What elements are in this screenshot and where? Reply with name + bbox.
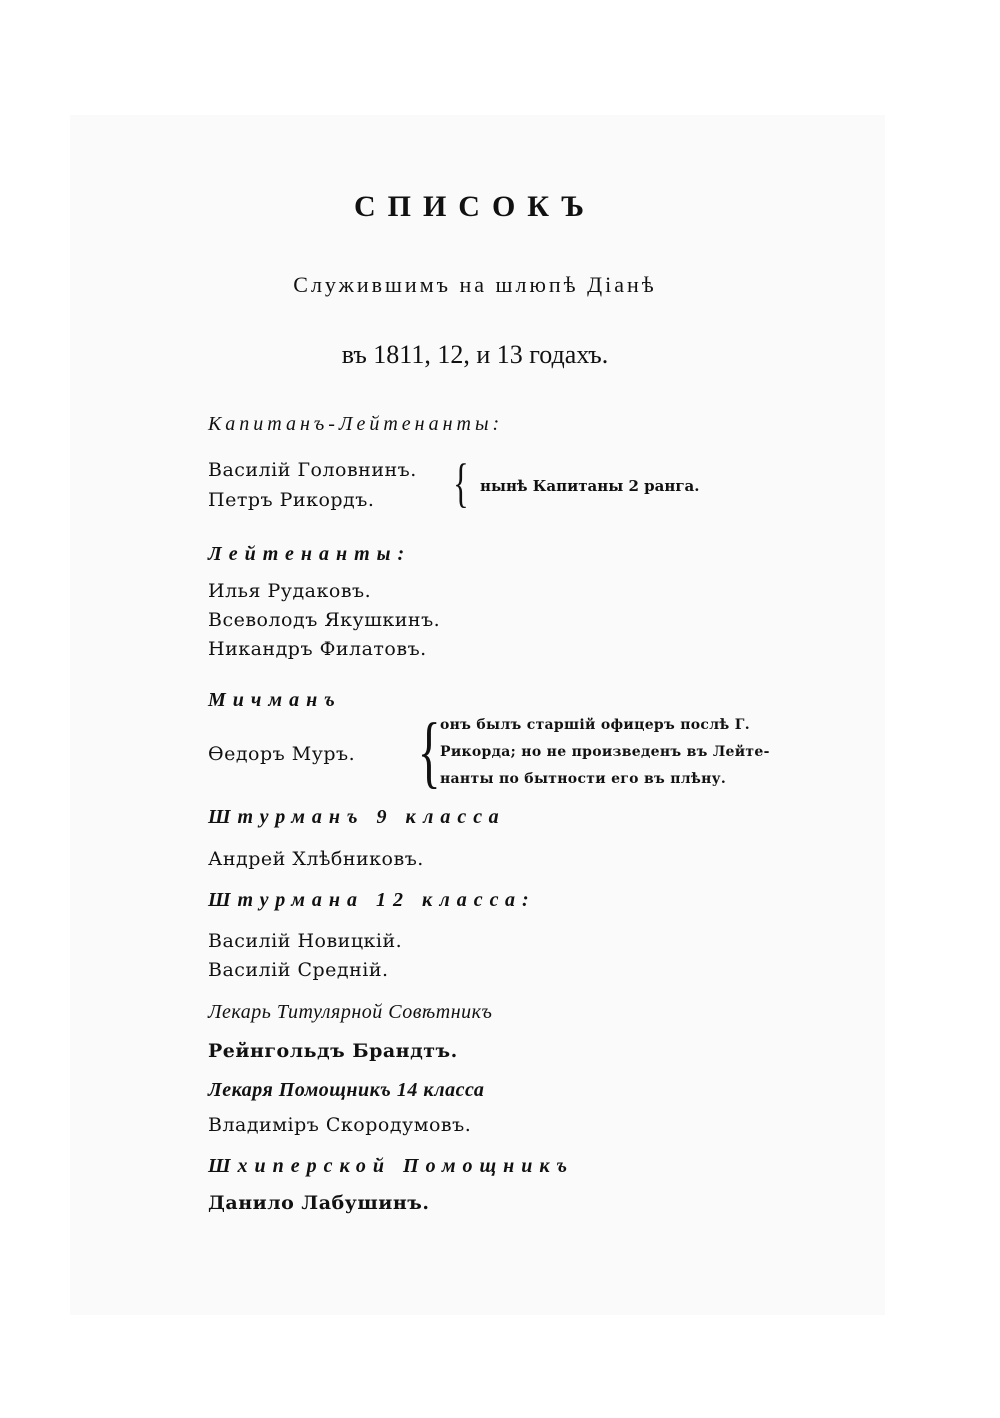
name-brandt: Рейнгольдъ Брандтъ. <box>208 1040 458 1062</box>
page-years: въ 1811, 12, и 13 годахъ. <box>341 340 609 369</box>
heading-skipper-assistant: Шхиперской Помощникъ <box>208 1155 575 1177</box>
brace-icon: { <box>453 453 469 513</box>
name-golovnin: Василій Головнинъ. <box>208 459 417 481</box>
name-sredny: Василій Средній. <box>208 959 389 981</box>
heading-doctor: Лекарь Титулярной Совѣтникъ <box>208 1001 493 1023</box>
name-rikord: Петръ Рикордъ. <box>208 489 375 511</box>
heading-doctor-assistant: Лекаря Помощникъ 14 класса <box>208 1079 485 1101</box>
name-yakushkin: Всеволодъ Якушкинъ. <box>208 609 441 631</box>
brace-icon: { <box>417 708 441 796</box>
name-labushin: Данило Лабушинъ. <box>208 1192 430 1214</box>
heading-navigator-9: Штурманъ 9 класса <box>208 806 506 828</box>
heading-midshipman: Мичманъ <box>208 689 342 711</box>
name-rudakov: Илья Рудаковъ. <box>208 580 372 602</box>
heading-navigators-12: Штурмана 12 класса: <box>208 889 536 911</box>
name-filatov: Никандръ Филатовъ. <box>208 638 427 660</box>
page-subtitle: Служившимъ на шлюпѣ Діанѣ <box>293 272 657 297</box>
page-title: СПИСОКЪ <box>353 190 597 223</box>
note-mur-line-1: онъ былъ старшій офицеръ послѣ Г. <box>440 717 750 733</box>
note-captains: нынѣ Капитаны 2 ранга. <box>480 477 700 495</box>
name-novitsky: Василій Новицкій. <box>208 930 403 952</box>
heading-lieutenants: Лейтенанты: <box>208 543 412 565</box>
heading-captain-lieutenants: Капитанъ-Лейтенанты: <box>208 413 504 435</box>
name-khlebnikov: Андрей Хлѣбниковъ. <box>208 848 424 870</box>
note-mur-line-2: Рикорда; но не произведенъ въ Лейте- <box>440 744 770 760</box>
note-mur-line-3: нанты по бытности его въ плѣну. <box>440 771 727 787</box>
name-mur: Өедоръ Муръ. <box>208 743 356 765</box>
name-skorodumov: Владиміръ Скородумовъ. <box>208 1114 472 1136</box>
